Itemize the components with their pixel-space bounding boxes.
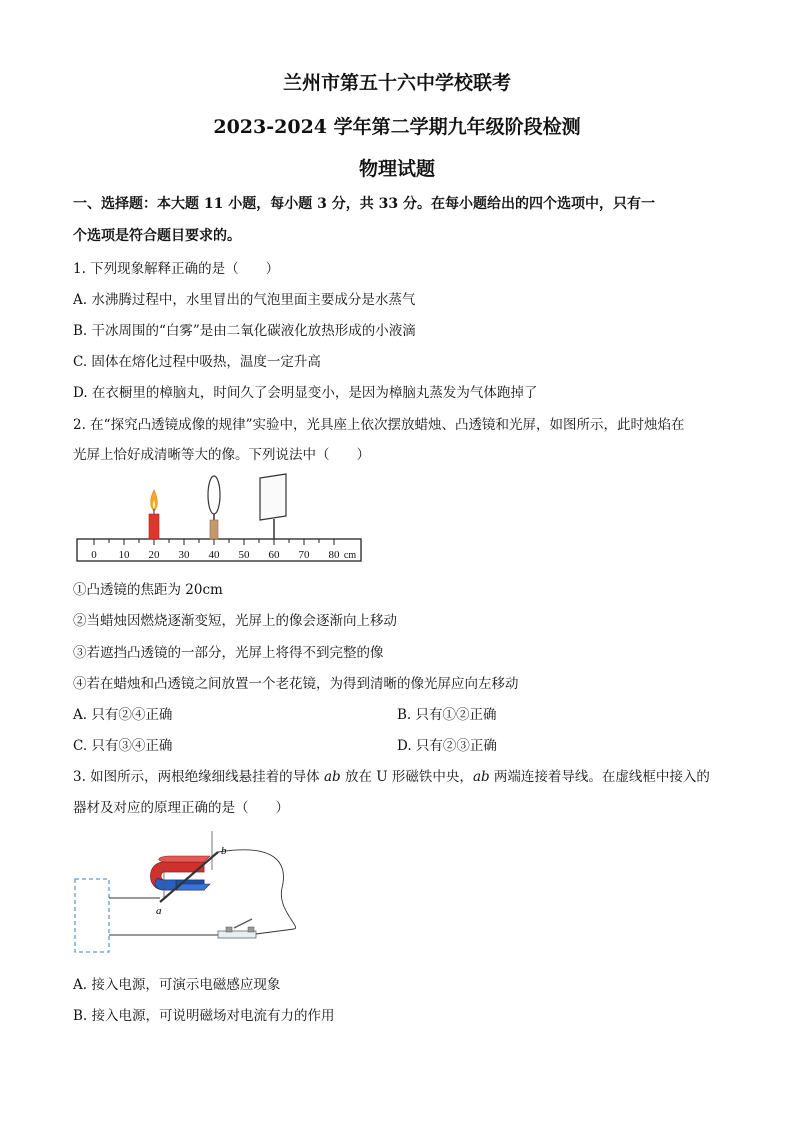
subject-title: 物理试题 [358,158,435,180]
q3-stem-part: 放在 U 形磁铁中央， [340,769,473,785]
ruler-tick-label: 40 [208,549,220,561]
q2-statement-3: ③若遮挡凸透镜的一部分，光屏上将得不到完整的像 [73,645,384,661]
term-title: 2023-2024 学年第二学期九年级阶段检测 [213,116,581,138]
q3-option-a: A. 接入电源，可演示电磁感应现象 [73,977,281,993]
q3-stem-part: 3. 如图所示，两根绝缘细线悬挂着的导体 [73,769,324,785]
q1-option-a: A. 水沸腾过程中，水里冒出的气泡里面主要成分是水蒸气 [73,292,416,308]
q2-statement-1: ①凸透镜的焦距为 20cm [73,582,223,598]
ruler-tick-label: 0 [91,549,97,561]
q2-option-c: C. 只有③④正确 [73,738,173,754]
ruler-unit: cm [343,550,357,561]
conductor-label: ab [323,769,341,785]
candle-icon [149,490,159,539]
q3-stem-part: 两端连接着导线。在虚线框中接入的 [489,769,710,785]
ruler-tick-label: 70 [298,549,310,561]
knife-switch-icon [218,919,294,938]
q1-option-d: D. 在衣橱里的樟脑丸，时间久了会明显变小，是因为樟脑丸蒸发为气体跑掉了 [73,385,538,401]
q2-option-d: D. 只有②③正确 [397,738,497,754]
ruler-tick-label: 80 [328,549,340,561]
convex-lens-icon [208,476,220,539]
ruler-tick-label: 50 [238,549,250,561]
q1-option-b: B. 干冰周围的“白雾”是由二氧化碳液化放热形成的小液滴 [73,323,416,339]
q2-statement-4: ④若在蜡烛和凸透镜之间放置一个老花镜，为得到清晰的像光屏应向左移动 [73,676,519,692]
q1-stem: 1. 下列现象解释正确的是（ ） [73,261,280,277]
ruler-tick-label: 60 [268,549,280,561]
magnet-circuit-figure [72,828,332,958]
q3-stem-line2: 器材及对应的原理正确的是（ ） [73,800,289,816]
school-title: 兰州市第五十六中学校联考 [282,72,511,94]
label-b: b [221,845,227,857]
q1-option-c: C. 固体在熔化过程中吸热，温度一定升高 [73,354,321,370]
q2-statement-2: ②当蜡烛因燃烧逐渐变短，光屏上的像会逐渐向上移动 [73,613,397,629]
conductor-label: ab [472,769,490,785]
q2-stem-line2: 光屏上恰好成清晰等大的像。下列说法中（ ） [73,447,370,463]
q2-option-a: A. 只有②④正确 [73,707,173,723]
q2-stem-line1: 2. 在“探究凸透镜成像的规律”实验中，光具座上依次摆放蜡烛、凸透镜和光屏，如图所示，此时烛焰在 [73,417,685,433]
ruler-tick-label: 30 [178,549,190,561]
section-heading-line2: 个选项是符合题目要求的。 [73,228,241,244]
label-a: a [156,905,162,917]
light-screen-icon [260,474,286,539]
q2-option-b: B. 只有①②正确 [397,707,497,723]
ruler-tick-label: 10 [118,549,130,561]
section-heading-line1: 一、选择题：本大题 11 小题，每小题 3 分，共 33 分。在每小题给出的四个选项中，只有一 [73,196,655,212]
q3-option-b: B. 接入电源，可说明磁场对电流有力的作用 [73,1008,335,1024]
optical-bench-figure [74,470,366,566]
dashed-device-box [75,879,109,952]
q3-stem-line1 [73,765,710,785]
ruler-tick-label: 20 [148,549,160,561]
